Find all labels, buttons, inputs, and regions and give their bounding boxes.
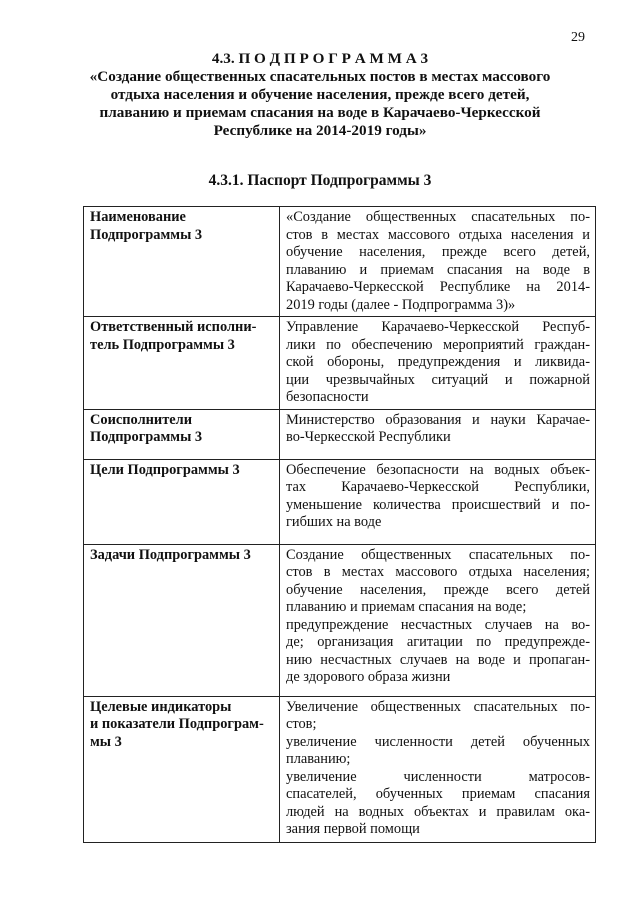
label-line: Цели Подпрограммы 3 xyxy=(90,461,240,478)
value-line: увеличение численности матросов- xyxy=(286,768,590,785)
row-label xyxy=(84,544,280,696)
value-line: «Создание общественных спасательных по- xyxy=(286,209,590,225)
passport-table xyxy=(83,206,596,843)
value-line: нию несчастных случаев на воде и пропаган- xyxy=(286,651,590,668)
value-line: зания первой помощи xyxy=(286,821,420,837)
value-line: Создание общественных спасательных по- xyxy=(286,546,590,563)
value-line: стов в местах массового отдыха населения и xyxy=(286,226,590,243)
label-line: Целевые индикаторы xyxy=(90,698,232,715)
value-line: плаванию и приемам спасания на воде в xyxy=(286,261,590,278)
label-line: Подпрограммы 3 xyxy=(90,429,203,445)
value-line: ской обороны, предупреждения и ликвида- xyxy=(286,354,590,370)
value-line: стов в местах массового отдыха населения; xyxy=(286,564,590,580)
heading-line: «Создание общественных спасательных постов в местах массового xyxy=(89,68,551,85)
value-line: людей на водных объектах и правилам ока- xyxy=(286,803,590,820)
value-line: де здорового образа жизни xyxy=(286,669,451,685)
row-value xyxy=(280,317,596,410)
value-line: Карачаево-Черкесской Республике на 2014- xyxy=(286,279,590,295)
value-line: спасателей, обученных приемам спасания xyxy=(286,786,590,802)
value-line: 2019 годы (далее - Подпрограмма 3)» xyxy=(286,296,516,313)
label-line: Наименование xyxy=(90,209,186,225)
value-line: плаванию; xyxy=(286,751,351,767)
row-value xyxy=(280,544,596,696)
value-line: плаванию и приемам спасания на воде; xyxy=(286,599,527,615)
row-label xyxy=(84,696,280,842)
value-line: Министерство образования и науки Карачае- xyxy=(286,411,590,428)
label-line: Задачи Подпрограммы 3 xyxy=(90,546,251,563)
row-value xyxy=(280,207,596,317)
row-value xyxy=(280,696,596,842)
value-line: Обеспечение безопасности на водных объек- xyxy=(286,461,590,478)
value-line: уменьшение количества происшествий и по- xyxy=(286,496,590,513)
label-line: и показатели Подпрограм- xyxy=(90,716,264,732)
value-line: де; организация агитации по предупрежде- xyxy=(286,634,590,650)
label-line: Подпрограммы 3 xyxy=(90,226,203,243)
heading-line: 4.3. П О Д П Р О Г Р А М М А 3 xyxy=(211,50,429,67)
table-row xyxy=(84,544,596,696)
label-line: Ответственный исполни- xyxy=(90,319,257,335)
label-line: Соисполнители xyxy=(90,411,193,428)
value-line: Увеличение общественных спасательных по- xyxy=(286,698,590,715)
value-line: гибших на воде xyxy=(286,514,382,530)
row-label xyxy=(84,409,280,459)
value-line: тах Карачаево-Черкесской Республики, xyxy=(286,479,590,495)
table-row xyxy=(84,696,596,842)
value-line: стов; xyxy=(286,716,317,732)
heading-line: плаванию и приемам спасания на воде в Карачаево-Черкесской xyxy=(99,104,541,121)
row-label xyxy=(84,459,280,544)
table-row xyxy=(84,409,596,459)
heading-line: отдыха населения и обучение населения, прежде всего детей, xyxy=(110,86,530,103)
value-line: обучение населения, прежде всего детей xyxy=(286,581,590,598)
section-heading xyxy=(70,50,570,140)
passport-title: 4.3.1. Паспорт Подпрограммы 3 xyxy=(208,172,432,189)
label-line: тель Подпрограммы 3 xyxy=(90,336,235,353)
row-value xyxy=(280,459,596,544)
row-value xyxy=(280,409,596,459)
table-row xyxy=(84,207,596,317)
row-label xyxy=(84,207,280,317)
value-line: Управление Карачаево-Черкесской Респуб- xyxy=(286,319,590,335)
label-line: мы 3 xyxy=(90,733,122,750)
value-line: обучение населения, прежде всего детей, xyxy=(286,244,590,260)
row-label xyxy=(84,317,280,410)
page-number: 29 xyxy=(571,30,585,45)
heading-line: Республике на 2014-2019 годы» xyxy=(213,122,427,139)
table-row xyxy=(84,459,596,544)
value-line: предупреждение несчастных случаев на во- xyxy=(286,616,590,633)
value-line: ции чрезвычайных ситуаций и пожарной xyxy=(286,371,590,388)
value-line: во-Черкесской Республики xyxy=(286,429,451,445)
table-row xyxy=(84,317,596,410)
value-line: увеличение численности детей обученных xyxy=(286,733,590,750)
value-line: безопасности xyxy=(286,389,369,405)
value-line: лики по обеспечению мероприятий граждан- xyxy=(286,336,590,353)
